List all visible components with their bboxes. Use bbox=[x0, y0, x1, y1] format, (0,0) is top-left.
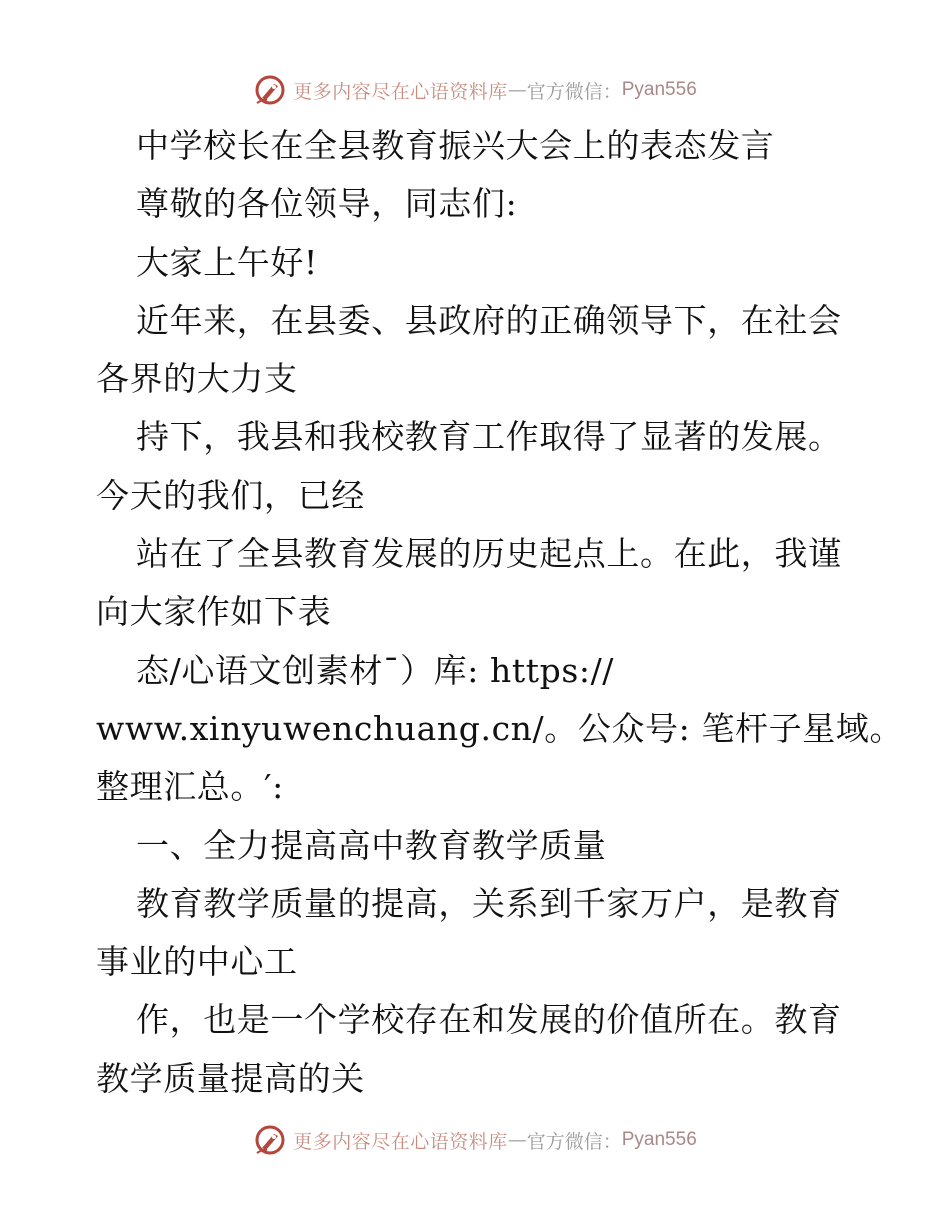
pen-nib-circle-icon bbox=[253, 1123, 287, 1157]
pen-nib-circle-icon bbox=[253, 73, 287, 107]
paragraph-line: 事业的中心工 bbox=[96, 942, 298, 982]
watermark-wechat-id: Pyan556 bbox=[621, 1129, 697, 1150]
source-url-line: www.xinyuwenchuang.cn/。公众号: 笔杆子星域。 bbox=[96, 708, 904, 748]
watermark-wechat-id: Pyan556 bbox=[621, 79, 697, 100]
watermark-main-text: 更多内容尽在心语资料库 bbox=[293, 1130, 508, 1153]
watermark-separator: — bbox=[507, 79, 527, 101]
watermark-wechat-label: 官方微信： bbox=[526, 80, 622, 103]
document-title: 中学校长在全县教育振兴大会上的表态发言 bbox=[136, 126, 775, 165]
paragraph-line: 向大家作如下表 bbox=[96, 592, 332, 632]
paragraph-line: 态/心语文创素材¯）库: https:// bbox=[136, 650, 615, 690]
paragraph-line: 站在了全县教育发展的历史起点上。在此，我谨 bbox=[136, 534, 842, 574]
paragraph-line: 教学质量提高的关 bbox=[96, 1058, 365, 1098]
paragraph-line: 教育教学质量的提高，关系到千家万户，是教育 bbox=[136, 883, 842, 923]
salutation: 尊敬的各位领导，同志们: bbox=[136, 184, 518, 224]
paragraph-line: 近年来，在县委、县政府的正确领导下，在社会 bbox=[136, 300, 842, 340]
header-watermark bbox=[0, 72, 950, 108]
document-body bbox=[96, 117, 904, 1108]
watermark-separator: — bbox=[507, 1129, 527, 1151]
section-heading: 一、全力提高高中教育教学质量 bbox=[136, 825, 607, 865]
greeting: 大家上午好! bbox=[136, 242, 318, 282]
watermark-wechat-label: 官方微信： bbox=[526, 1130, 622, 1153]
paragraph-line: 今天的我们，已经 bbox=[96, 475, 365, 515]
paragraph-line: 作，也是一个学校存在和发展的价值所在。教育 bbox=[136, 1000, 842, 1040]
watermark-main-text: 更多内容尽在心语资料库 bbox=[293, 80, 508, 103]
paragraph-line: 各界的大力支 bbox=[96, 359, 298, 399]
footer-watermark bbox=[0, 1122, 950, 1158]
paragraph-line: 整理汇总。′: bbox=[96, 767, 284, 807]
paragraph-line: 持下，我县和我校教育工作取得了显著的发展。 bbox=[136, 417, 842, 457]
